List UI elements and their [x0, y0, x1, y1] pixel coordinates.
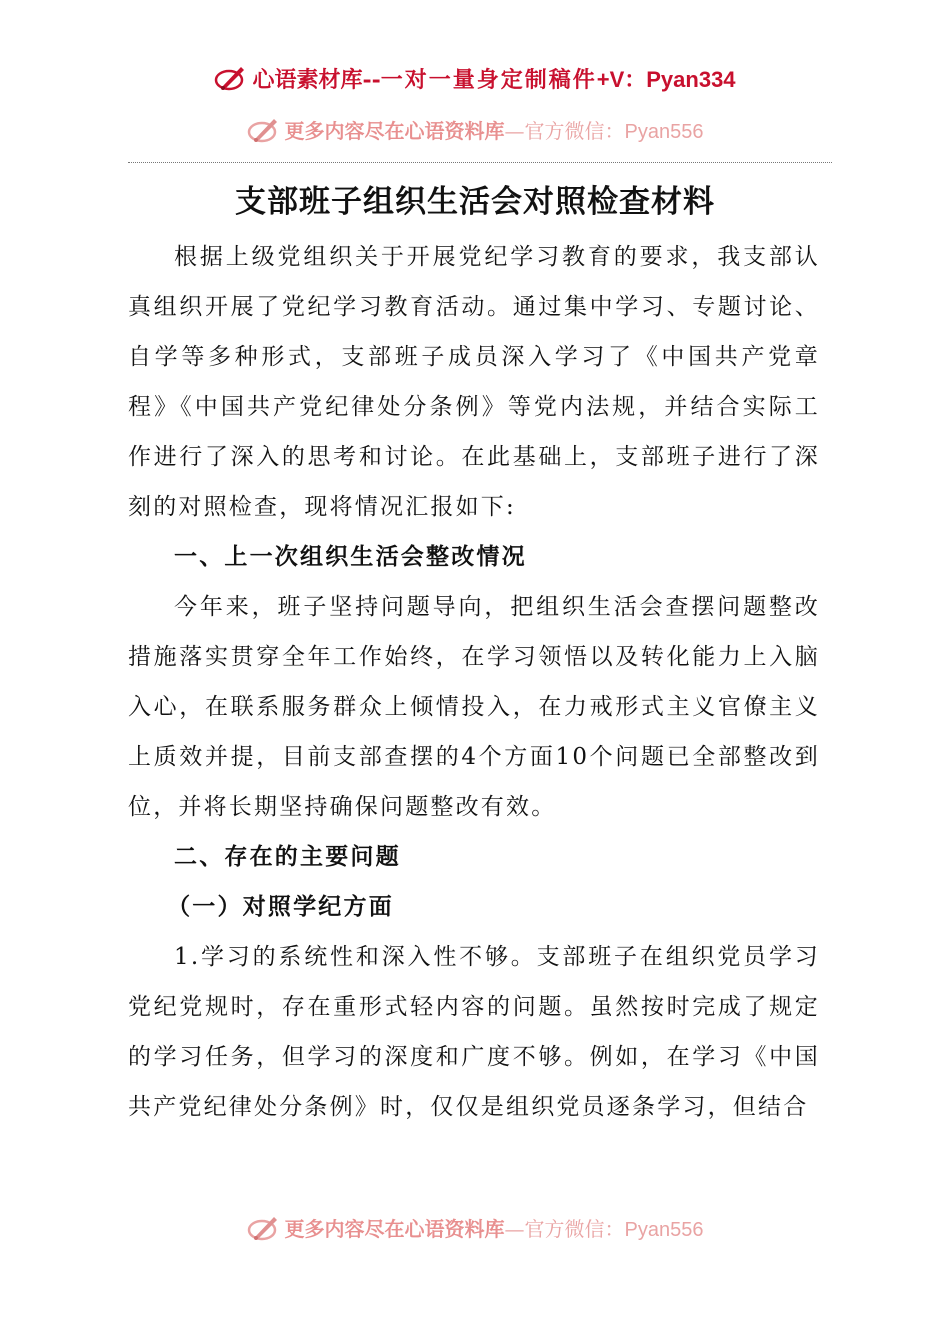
- pen-logo-icon: [247, 115, 281, 145]
- pen-logo-icon: [214, 63, 248, 93]
- subsection-heading: （一）对照学纪方面: [167, 893, 394, 920]
- issue-paragraph-1: 1.学习的系统性和深入性不够。支部班子在组织党员学习党纪党规时，存在重形式轻内容的问题。虽然按时完成了规定的学习任务，但学习的深度和广度不够。例如，在学习《中国共产党纪律处分条例》时，仅仅是组织党员逐条学习，但结合: [128, 944, 820, 1120]
- document-body: [128, 232, 820, 1132]
- subheader-text: 更多内容尽在心语资料库: [284, 119, 505, 143]
- footer-dash: —: [504, 1217, 525, 1241]
- subheader-dash: —: [504, 119, 525, 143]
- footer-watermark: [0, 1212, 950, 1246]
- section-heading-1: 一、上一次组织生活会整改情况: [174, 543, 527, 570]
- header-contact: +V：Pyan334: [596, 67, 736, 92]
- header-separator: --: [362, 67, 381, 93]
- subheader-wechat: Pyan556: [624, 121, 704, 143]
- header-banner: [0, 62, 950, 98]
- rectification-paragraph: 今年来，班子坚持问题导向，把组织生活会查摆问题整改措施落实贯穿全年工作始终，在学习领悟以及转化能力上入脑入心，在联系服务群众上倾情投入，在力戒形式主义官僚主义上质效并提，目前支部查摆的4个方面10个问题已全部整改到位，并将长期坚持确保问题整改有效。: [128, 594, 820, 820]
- document-title: 支部班子组织生活会对照检查材料: [235, 184, 715, 220]
- brand-name: 心语素材库: [252, 67, 363, 93]
- footer-text: 更多内容尽在心语资料库: [284, 1217, 505, 1241]
- header-slogan: 一对一量身定制稿件: [380, 67, 597, 93]
- pen-logo-icon: [247, 1213, 281, 1243]
- header-divider: [128, 162, 832, 163]
- section-heading-2: 二、存在的主要问题: [174, 843, 401, 870]
- footer-wechat: Pyan556: [624, 1219, 704, 1241]
- footer-label: 官方微信：: [524, 1217, 625, 1241]
- intro-paragraph: 根据上级党组织关于开展党纪学习教育的要求，我支部认真组织开展了党纪学习教育活动。通过集中学习、专题讨论、自学等多种形式，支部班子成员深入学习了《中国共产党章程》《中国共产党纪律处分条例》等党内法规，并结合实际工作进行了深入的思考和讨论。在此基础上，支部班子进行了深刻的对照检查，现将情况汇报如下:: [128, 244, 820, 520]
- subheader-label: 官方微信：: [524, 119, 625, 143]
- subheader-watermark: [0, 114, 950, 148]
